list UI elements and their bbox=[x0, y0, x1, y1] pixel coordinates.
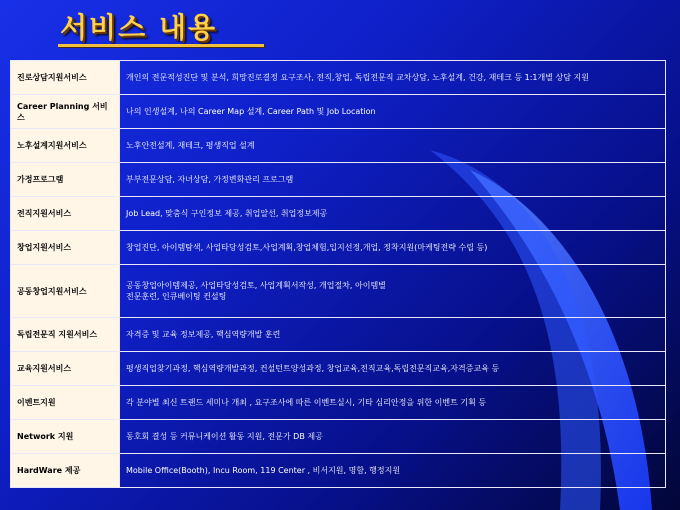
service-description: 창업진단, 아이템탐색, 사업타당성검토,사업계획,창업체험,입지선정,개업, 정착지원(마케팅전략 수립 등) bbox=[120, 231, 666, 265]
service-name: 공동창업지원서비스 bbox=[11, 265, 120, 318]
service-name: 가정프로그램 bbox=[11, 163, 120, 197]
table-row bbox=[11, 454, 666, 488]
service-description: 부부전문상담, 자녀상담, 가정변화관리 프로그램 bbox=[120, 163, 666, 197]
service-description: Mobile Office(Booth), Incu Room, 119 Center , 비서지원, 명함, 행정지원 bbox=[120, 454, 666, 488]
table-row bbox=[11, 95, 666, 129]
page-title: 서비스 내용 bbox=[60, 11, 217, 44]
table-row bbox=[11, 197, 666, 231]
service-name: 창업지원서비스 bbox=[11, 231, 120, 265]
service-name: 노후설계지원서비스 bbox=[11, 129, 120, 163]
service-description: 각 분야별 최신 트랜드 세미나 개최 , 요구조사에 따른 이벤트실시, 기타 심리안정을 위한 이벤트 기획 등 bbox=[120, 386, 666, 420]
service-description: 공동창업아이템제공, 사업타당성검토, 사업계획서작성, 개업절차, 아이템별 전문훈련, 인큐베이팅 컨설팅 bbox=[120, 265, 666, 318]
service-name: Network 지원 bbox=[11, 420, 120, 454]
service-description: 나의 인생설계, 나의 Career Map 설계, Career Path 및 Job Location bbox=[120, 95, 666, 129]
service-description: 자격증 및 교육 정보제공, 핵심역량개발 훈련 bbox=[120, 318, 666, 352]
table-row bbox=[11, 163, 666, 197]
table-row bbox=[11, 231, 666, 265]
services-table bbox=[10, 60, 666, 488]
service-name: 전직지원서비스 bbox=[11, 197, 120, 231]
table-row bbox=[11, 61, 666, 95]
service-name: 교육지원서비스 bbox=[11, 352, 120, 386]
service-name: 진로상담지원서비스 bbox=[11, 61, 120, 95]
service-name: 이벤트지원 bbox=[11, 386, 120, 420]
service-name: HardWare 제공 bbox=[11, 454, 120, 488]
table-row bbox=[11, 318, 666, 352]
table-row bbox=[11, 265, 666, 318]
service-name: Career Planning 서비스 bbox=[11, 95, 120, 129]
service-description: 노후안전설계, 재테크, 평생직업 설계 bbox=[120, 129, 666, 163]
service-description: Job Lead, 맞춤식 구인정보 제공, 취업알선, 취업정보제공 bbox=[120, 197, 666, 231]
table-row bbox=[11, 386, 666, 420]
service-name: 독립전문직 지원서비스 bbox=[11, 318, 120, 352]
table-row bbox=[11, 420, 666, 454]
table-row bbox=[11, 352, 666, 386]
table-row bbox=[11, 129, 666, 163]
service-description: 평생직업찾기과정, 핵심역량개발과정, 컨설턴트양성과정, 창업교육,전직교육,독립전문직교육,자격증교육 등 bbox=[120, 352, 666, 386]
service-description: 개인의 전문적성진단 및 분석, 희망진로결정 요구조사, 전직,창업, 독립전문직 교차상담, 노후설계, 건강, 재테크 등 1:1개별 상담 지원 bbox=[120, 61, 666, 95]
title-underline bbox=[58, 44, 264, 47]
service-description: 동호회 결성 등 커뮤니케이션 활동 지원, 전문가 DB 제공 bbox=[120, 420, 666, 454]
